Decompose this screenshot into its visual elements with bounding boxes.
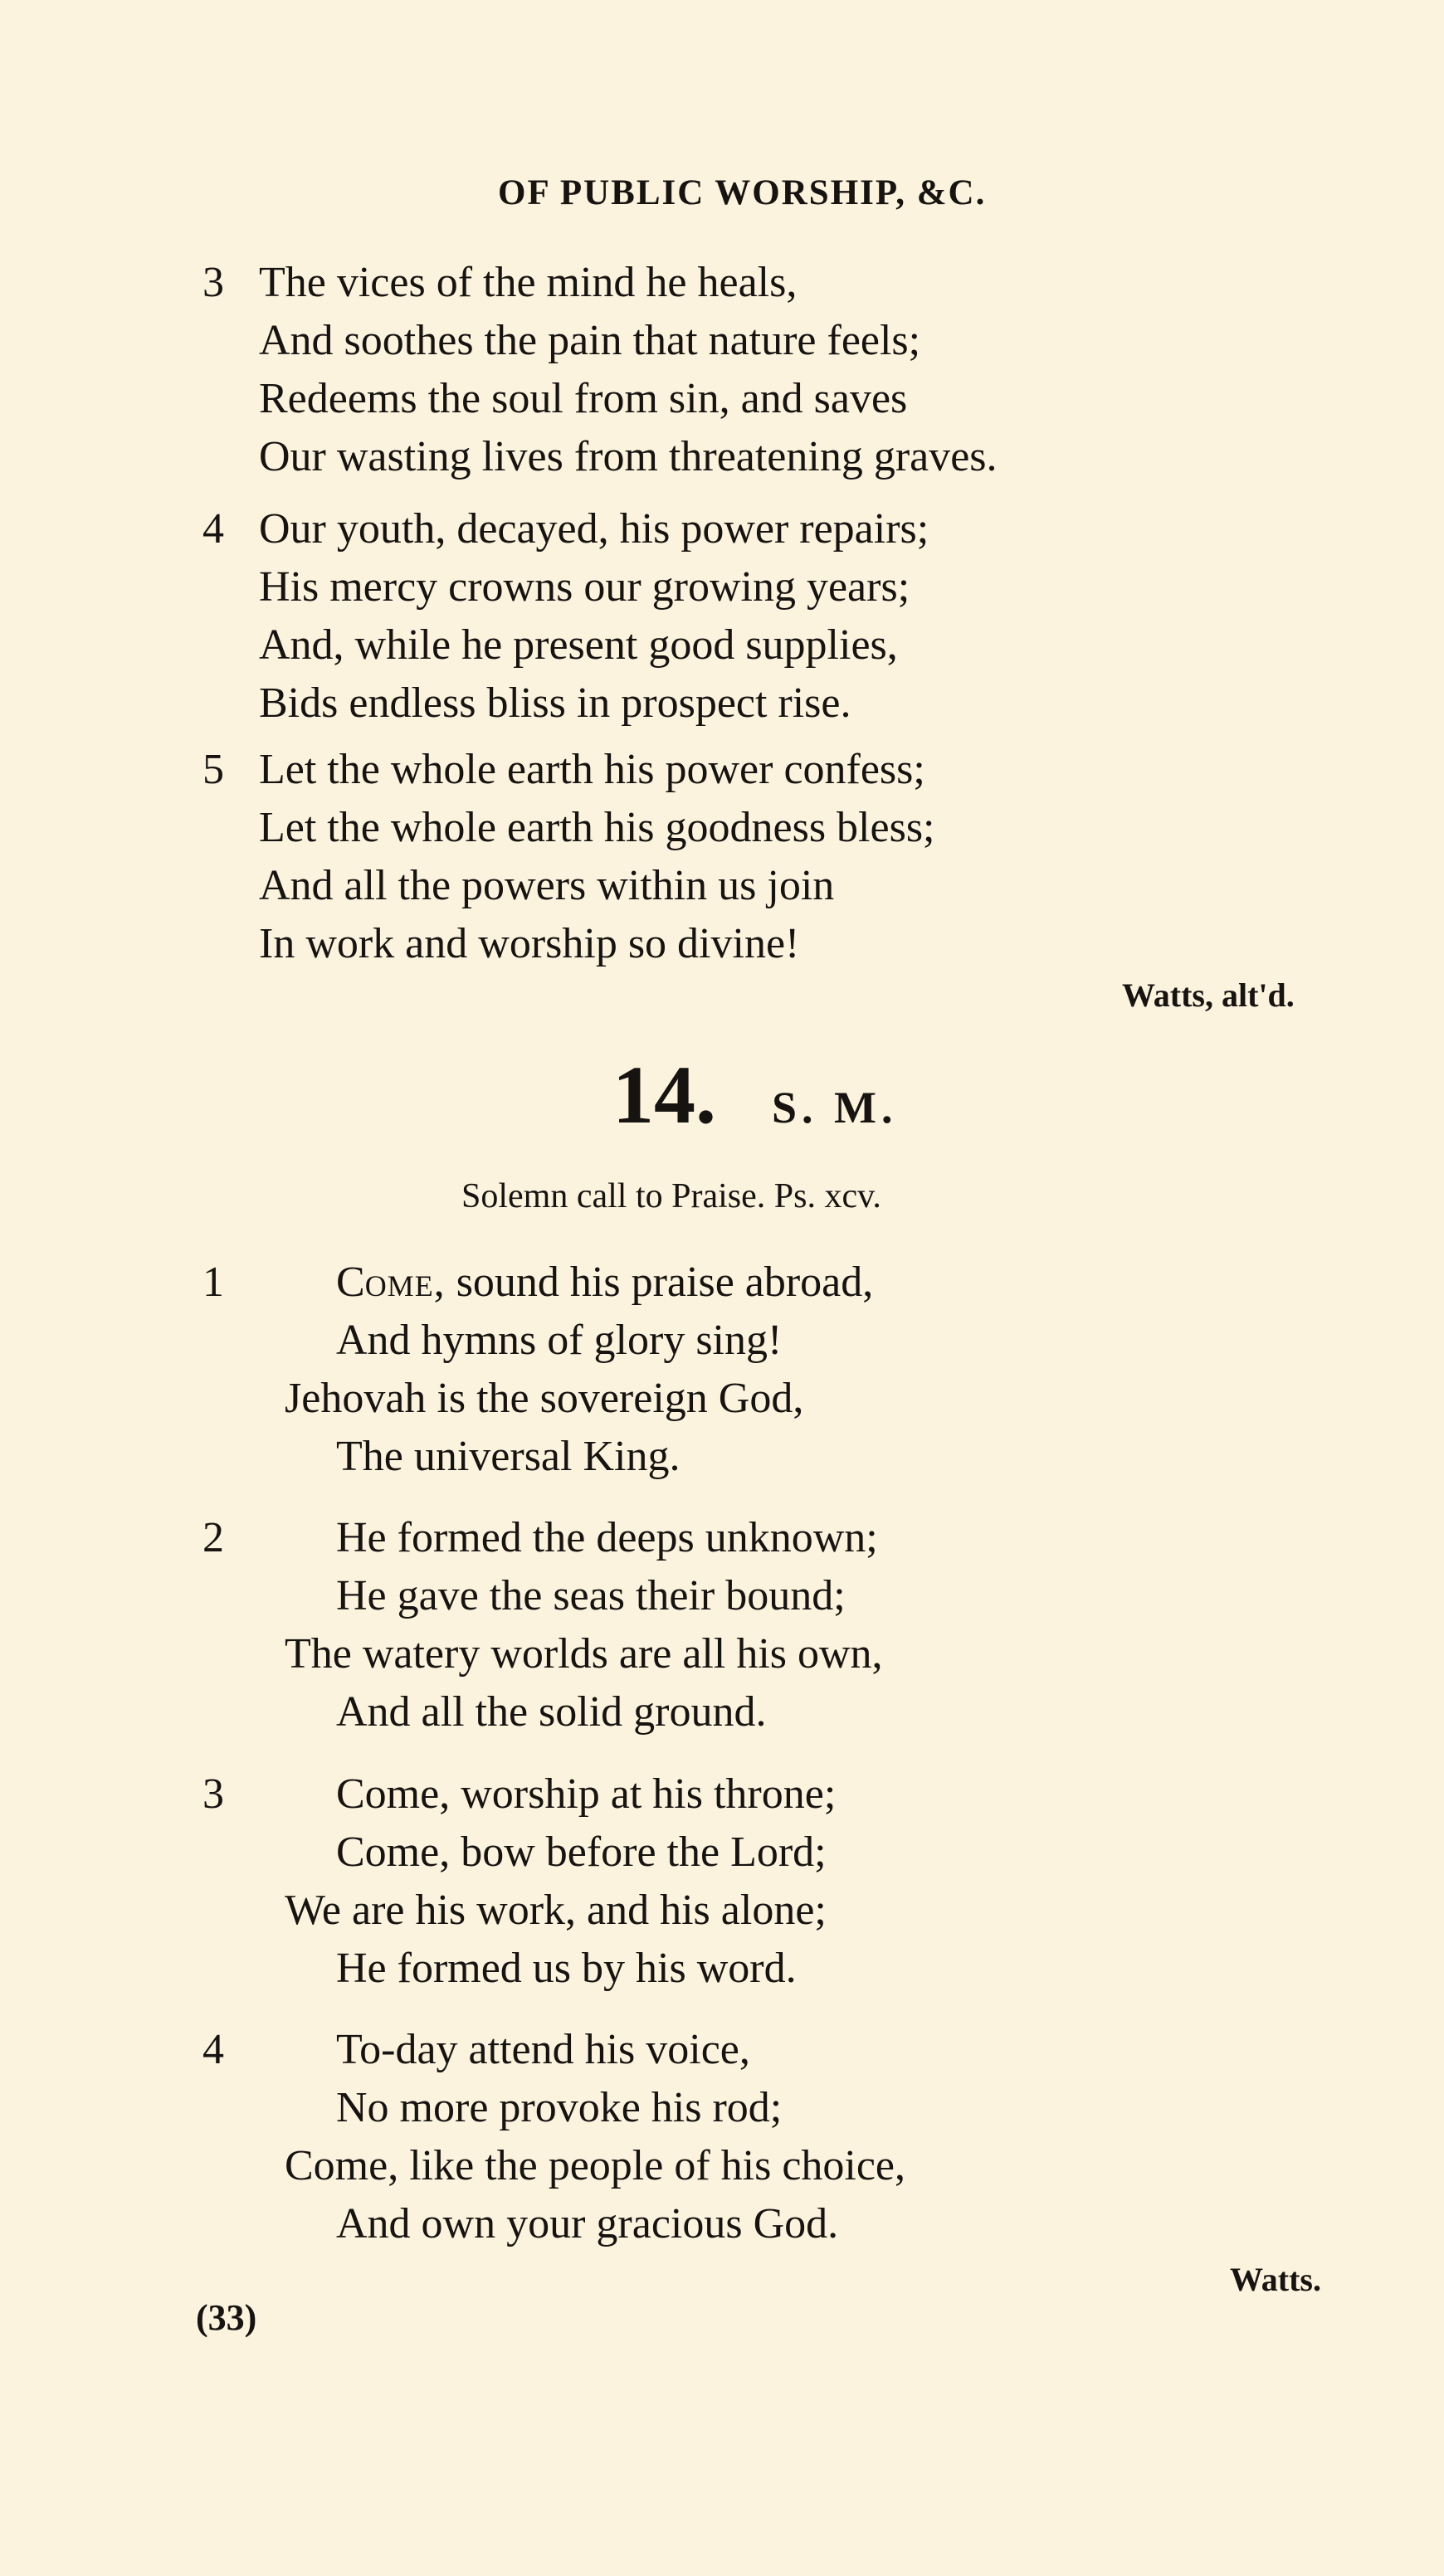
verse-line: He gave the seas their bound;	[336, 1572, 846, 1619]
verse-line: Come, bow before the Lord;	[336, 1829, 827, 1876]
stanza-number: 3	[202, 1770, 224, 1818]
verse-line	[336, 1261, 873, 1304]
verse-line-text: sound his praise abroad,	[456, 1259, 874, 1306]
stanza-number: 3	[202, 259, 224, 306]
verse-line: He formed us by his word.	[336, 1945, 797, 1992]
attribution: Watts, alt'd.	[1122, 976, 1295, 1014]
verse-line: Jehovah is the sovereign God,	[285, 1375, 804, 1422]
stanza-number: 1	[202, 1259, 224, 1306]
stanza-number: 5	[202, 746, 224, 793]
verse-line: Bids endless bliss in prospect rise.	[259, 679, 851, 727]
stanza-number: 4	[202, 505, 224, 553]
stanza-number: 4	[202, 2026, 224, 2073]
verse-line: The watery worlds are all his own,	[285, 1630, 883, 1678]
first-word-initial: C	[336, 1259, 365, 1306]
verse-line: And soothes the pain that nature feels;	[259, 317, 921, 364]
verse-line: And all the powers within us join	[259, 862, 835, 909]
verse-line: His mercy crowns our growing years;	[259, 563, 910, 611]
verse-line: The universal King.	[336, 1433, 681, 1480]
first-word-rest: ome,	[364, 1259, 446, 1306]
verse-line: And, while he present good supplies,	[259, 621, 898, 669]
verse-line: Come, worship at his throne;	[336, 1770, 837, 1818]
verse-line: Our wasting lives from threatening graves.	[259, 433, 998, 480]
verse-line: Our youth, decayed, his power repairs;	[259, 505, 929, 553]
running-head: OF PUBLIC WORSHIP, &C.	[498, 173, 987, 212]
verse-line: Redeems the soul from sin, and saves	[259, 375, 908, 422]
verse-line: We are his work, and his alone;	[285, 1887, 827, 1934]
verse-line: In work and worship so divine!	[259, 920, 800, 967]
verse-line: Let the whole earth his goodness bless;	[259, 804, 935, 851]
hymn-subtitle: Solemn call to Praise. Ps. xcv.	[461, 1177, 881, 1215]
verse-line: The vices of the mind he heals,	[259, 259, 798, 306]
verse-line: And hymns of glory sing!	[336, 1317, 783, 1364]
attribution: Watts.	[1230, 2261, 1321, 2298]
page-number: (33)	[196, 2297, 257, 2338]
verse-line: He formed the deeps unknown;	[336, 1514, 878, 1561]
verse-line: And all the solid ground.	[336, 1688, 767, 1736]
stanza-number: 2	[202, 1514, 224, 1561]
hymn-meter: S. M.	[772, 1083, 898, 1132]
hymn-number: 14.	[612, 1049, 716, 1141]
verse-line: To-day attend his voice,	[336, 2026, 750, 2073]
verse-line: And own your gracious God.	[336, 2200, 839, 2247]
verse-line: No more provoke his rod;	[336, 2084, 783, 2131]
verse-line: Come, like the people of his choice,	[285, 2142, 906, 2189]
verse-line: Let the whole earth his power confess;	[259, 746, 925, 793]
